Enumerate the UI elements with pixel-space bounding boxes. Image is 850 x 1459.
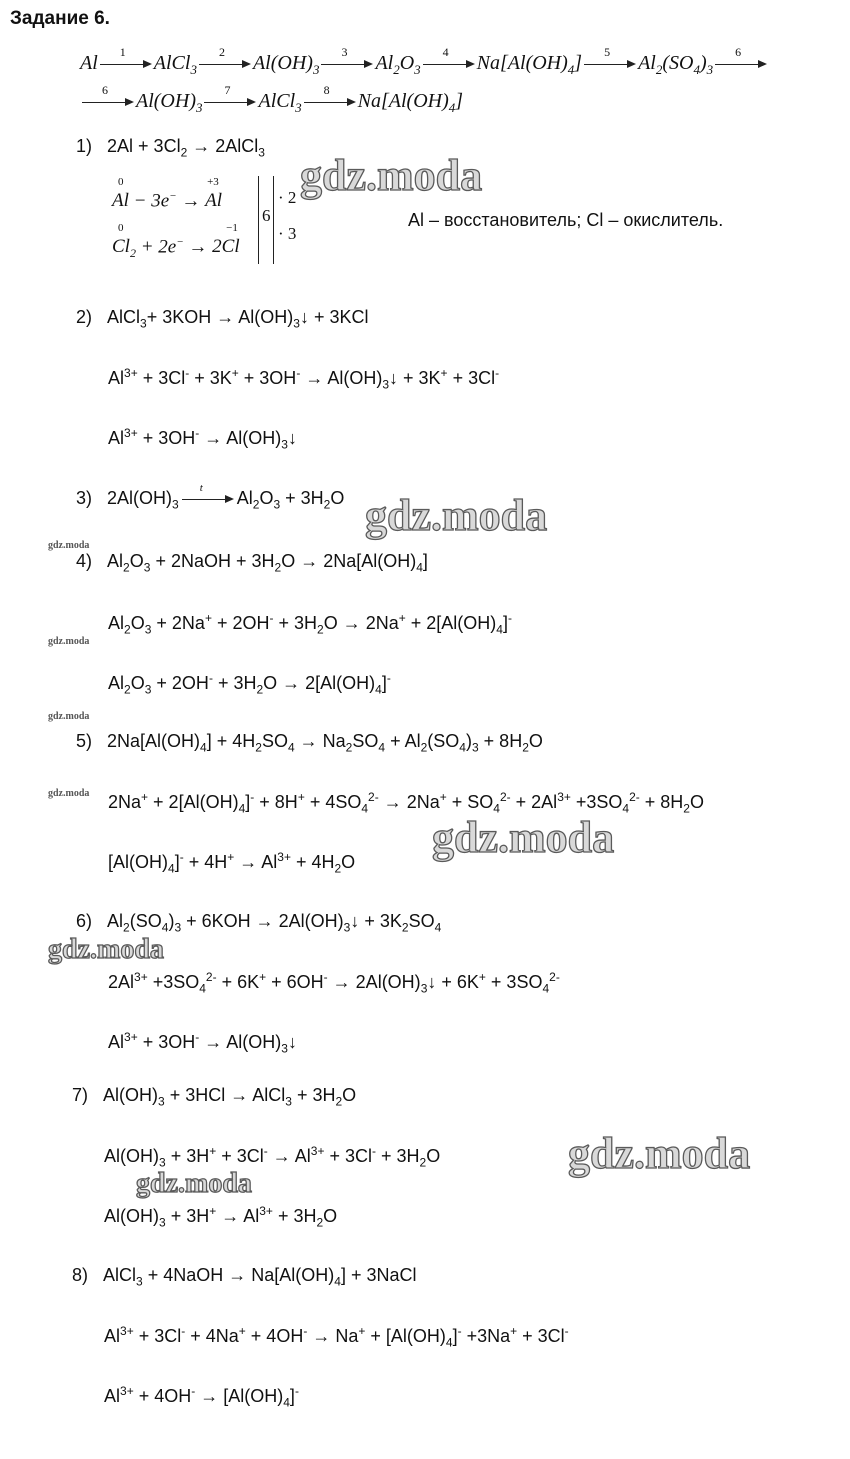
- redox-comment: Al – восстановитель; Cl – окислитель.: [408, 210, 724, 230]
- chain-arrow: 8: [304, 95, 356, 109]
- reaction-4-ionic-short: $Al_2O_3 + 2OH^- + 3H_2O \to 2[Al(OH)_4]^-$: [108, 671, 391, 697]
- equation: $Al(OH)_3 + 3HCl$ → AlCl$_3$ + $3H_2O$: [103, 1085, 357, 1109]
- balance-coef-al: · 2: [278, 188, 297, 207]
- watermark: gdz.moda: [136, 1168, 252, 1199]
- chain-arrow: 3: [321, 57, 373, 71]
- watermark: gdz.moda: [48, 788, 90, 799]
- equation: $Al_2(SO_4)_3 + 6KOH$ → $2Al(OH)_3↓ + 3K_2SO_4$: [107, 911, 442, 935]
- equation: $2Al + 3Cl_2$ → 2AlCl$_3$: [107, 136, 265, 160]
- reaction-number: 1): [76, 136, 93, 156]
- reaction-number: 3): [76, 488, 93, 508]
- watermark: gdz.moda: [432, 813, 615, 862]
- chain-substance: $Al_2(SO_4)_3$: [638, 52, 714, 77]
- watermark: gdz.moda: [568, 1129, 751, 1178]
- chain-substance: AlCl$_3$: [258, 90, 302, 115]
- reaction-7: [72, 1085, 356, 1109]
- reaction-2-ionic-short: $Al^{3+} + 3OH^-$ → $Al(OH)_3↓$: [108, 426, 297, 452]
- reaction-4-ionic-full: $Al_2O_3 + 2Na^+ + 2OH^- + 3H_2O \to 2Na^+ + 2[Al(OH)_4]^-$: [108, 611, 512, 637]
- watermark: gdz.moda: [48, 636, 90, 647]
- equation: $2Na[Al(OH)_4] + 4H_2SO_4 \to Na_2SO_4 + Al_2(SO_4)_3 + 8H_2O$: [107, 731, 543, 755]
- reaction-7-ionic-short: $Al(OH)_3 + 3H^+ \to Al^{3+} + 3H_2O$: [104, 1204, 338, 1230]
- reaction-8-ionic-short: $Al^{3+} + 4OH^- \to [Al(OH)_4]^-$: [104, 1384, 299, 1410]
- chain-arrow: 4: [423, 57, 475, 71]
- reaction-5-ionic-short: $[Al(OH)_4]^- + 4H^+ \to Al^{3+} + 4H_2O$: [108, 850, 356, 876]
- balance-coef-cl: · 3: [278, 224, 297, 243]
- balance-al: 0 Al − 3e− → +3 Al: [112, 176, 222, 212]
- reaction-5-ionic-full: $2Na^+ + 2[Al(OH)_4]^- + 8H^+ + 4SO_4^{2-} \to 2Na^+ + SO_4^{2-} + 2Al^{3+} +3SO_4^{2-} + 8H_2O$: [108, 790, 704, 816]
- chain-substance: $Al(OH)_3$: [136, 90, 203, 115]
- reaction-6-ionic-full: $2Al^{3+} +3SO_4^{2-} + 6K^+ + 6OH^-$ → $2Al(OH)_3↓ + 6K^+ + 3SO_4^{2-}$: [108, 970, 560, 996]
- balance-bar: [258, 176, 259, 264]
- equation: AlCl$_3$ + 4NaOH → $Na[Al(OH)_4]$ + 3NaCl: [103, 1265, 417, 1289]
- equation: $Al_2O_3$ + 2NaOH + $3H_2O \to 2Na[Al(OH)_4]$: [107, 551, 428, 575]
- chain-arrow: 2: [199, 57, 251, 71]
- reaction-number: 2): [76, 307, 93, 327]
- balance-common-multiple: 6: [262, 206, 271, 225]
- chain-substance: $Na[Al(OH)_4]$: [357, 90, 464, 115]
- reaction-4: [76, 551, 428, 575]
- heat-arrow: t: [182, 492, 234, 506]
- watermark: gdz.moda: [48, 934, 164, 965]
- reaction-number: 8): [72, 1265, 89, 1285]
- chain-substance: $Al(OH)_3$: [252, 52, 320, 77]
- reaction-5: [76, 731, 543, 755]
- chain-arrow: 1: [100, 57, 152, 71]
- reaction-6: [76, 911, 441, 935]
- transformation-chain-row-2: [80, 83, 464, 116]
- balance-bar: [273, 176, 274, 264]
- watermark: gdz.moda: [48, 540, 90, 551]
- reaction-number: 5): [76, 731, 93, 751]
- watermark: gdz.moda: [48, 711, 90, 722]
- reaction-8-ionic-full: $Al^{3+} + 3Cl^- + 4Na^+ + 4OH^- \to Na^+ + [Al(OH)_4]^- +3Na^+ + 3Cl^-$: [104, 1324, 569, 1350]
- watermark: gdz.moda: [365, 491, 548, 540]
- chain-arrow: 6: [82, 95, 134, 109]
- reaction-number: 7): [72, 1085, 89, 1105]
- transformation-chain-row-1: [80, 45, 769, 78]
- reaction-7-ionic-full: $Al(OH)_3 + 3H^+ + 3Cl^- \to Al^{3+} + 3Cl^- + 3H_2O$: [104, 1144, 441, 1170]
- chain-arrow: 5: [584, 57, 636, 71]
- equation-left: $2Al(OH)_3$: [107, 488, 179, 512]
- page-title: Задание 6.: [10, 8, 110, 29]
- chain-arrow: 7: [204, 95, 256, 109]
- watermark: gdz.moda: [300, 151, 483, 200]
- chain-substance: Al: [80, 52, 98, 74]
- chain-substance: $Na[Al(OH)_4]$: [476, 52, 583, 77]
- reaction-3: [76, 482, 345, 512]
- chain-substance: AlCl$_3$: [153, 52, 197, 77]
- reaction-8: [72, 1265, 417, 1289]
- equation-right: $Al_2O_3 + 3H_2O$: [236, 488, 345, 512]
- chain-arrow: 6: [715, 57, 767, 71]
- reaction-6-ionic-short: $Al^{3+} + 3OH^-$ → $Al(OH)_3↓$: [108, 1030, 297, 1056]
- reaction-number: 6): [76, 911, 93, 931]
- reaction-1: [76, 136, 265, 160]
- equation: AlCl$_3$+ $3KOH \to Al(OH)_3↓ + 3KCl$: [107, 307, 369, 331]
- chain-substance: $Al_2O_3$: [375, 52, 421, 77]
- reaction-2-ionic-full: $Al^{3+} + 3Cl^- + 3K^+ + 3OH^-$ → $Al(OH)_3↓ + 3K^+ + 3Cl^-$: [108, 366, 500, 392]
- balance-cl: 0 $Cl_2 + 2e^-$ → −1 2Cl: [112, 222, 240, 261]
- reaction-2: [76, 307, 368, 331]
- reaction-number: 4): [76, 551, 93, 571]
